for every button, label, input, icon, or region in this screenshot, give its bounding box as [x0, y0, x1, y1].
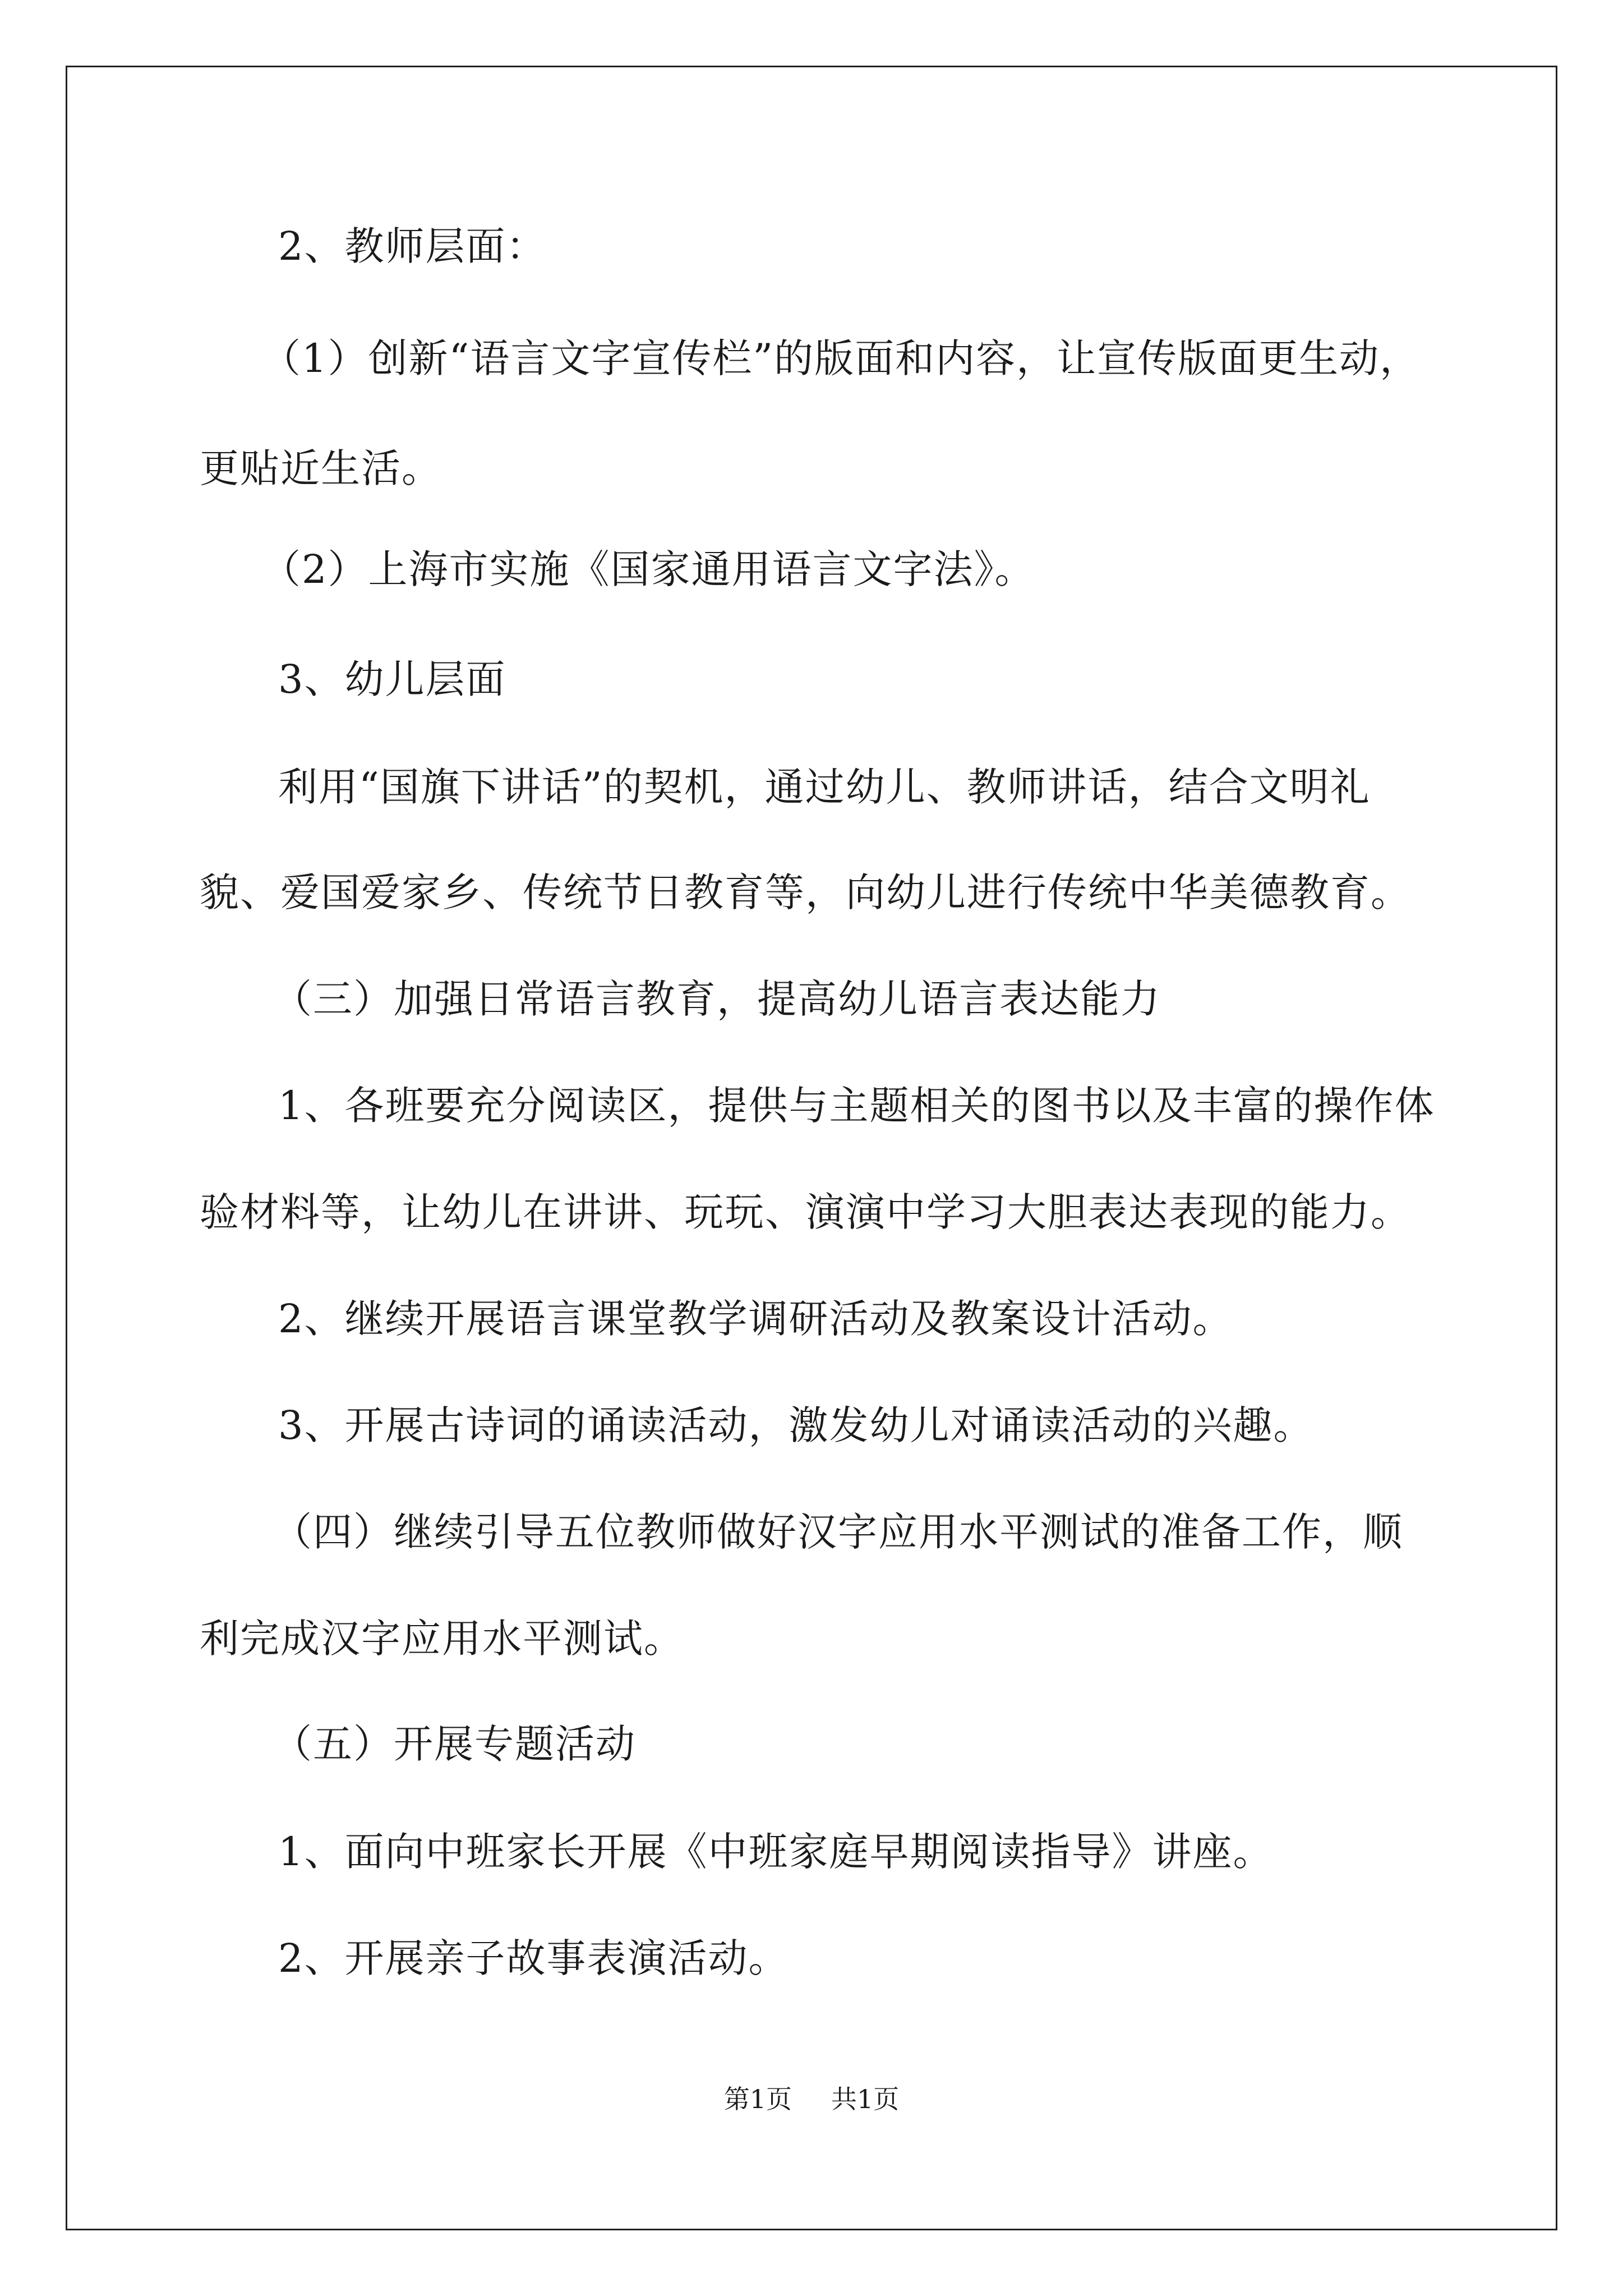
- paragraph-line: 利完成汉字应用水平测试。: [200, 1616, 684, 1662]
- paragraph-line: （五）开展专题活动: [273, 1721, 636, 1767]
- paragraph-line: 2、开展亲子故事表演活动。: [278, 1935, 789, 1981]
- paragraph-line: 利用“国旗下讲话”的契机，通过幼儿、教师讲话，结合文明礼: [278, 764, 1371, 810]
- paragraph-line: （四）继续引导五位教师做好汉字应用水平测试的准备工作，顺: [273, 1509, 1403, 1555]
- paragraph-line: 貌、爱国爱家乡、传统节日教育等，向幼儿进行传统中华美德教育。: [200, 869, 1411, 915]
- paragraph-line: 2、继续开展语言课堂教学调研活动及教案设计活动。: [278, 1296, 1233, 1342]
- paragraph-line: 验材料等，让幼儿在讲讲、玩玩、演演中学习大胆表达表现的能力。: [200, 1189, 1411, 1235]
- paragraph-line: 3、开展古诗词的诵读活动，激发幼儿对诵读活动的兴趣。: [278, 1402, 1314, 1448]
- paragraph-line: 2、教师层面：: [278, 223, 547, 269]
- paragraph-line: （三）加强日常语言教育，提高幼儿语言表达能力: [273, 976, 1161, 1022]
- paragraph-line: 1、面向中班家长开展《中班家庭早期阅读指导》讲座。: [278, 1829, 1274, 1875]
- page-footer: [0, 2082, 1623, 2116]
- paragraph-line: （1）创新“语言文字宣传栏”的版面和内容，让宣传版面更生动，: [261, 335, 1421, 381]
- paragraph-line: 3、幼儿层面: [278, 656, 506, 702]
- page-number: 第1页: [723, 2084, 792, 2114]
- paragraph-line: 1、各班要充分阅读区，提供与主题相关的图书以及丰富的操作体: [278, 1083, 1435, 1129]
- page-total: 共1页: [831, 2084, 900, 2114]
- paragraph-line: （2）上海市实施《国家通用语言文字法》。: [261, 546, 1035, 592]
- paragraph-line: 更贴近生活。: [200, 445, 442, 491]
